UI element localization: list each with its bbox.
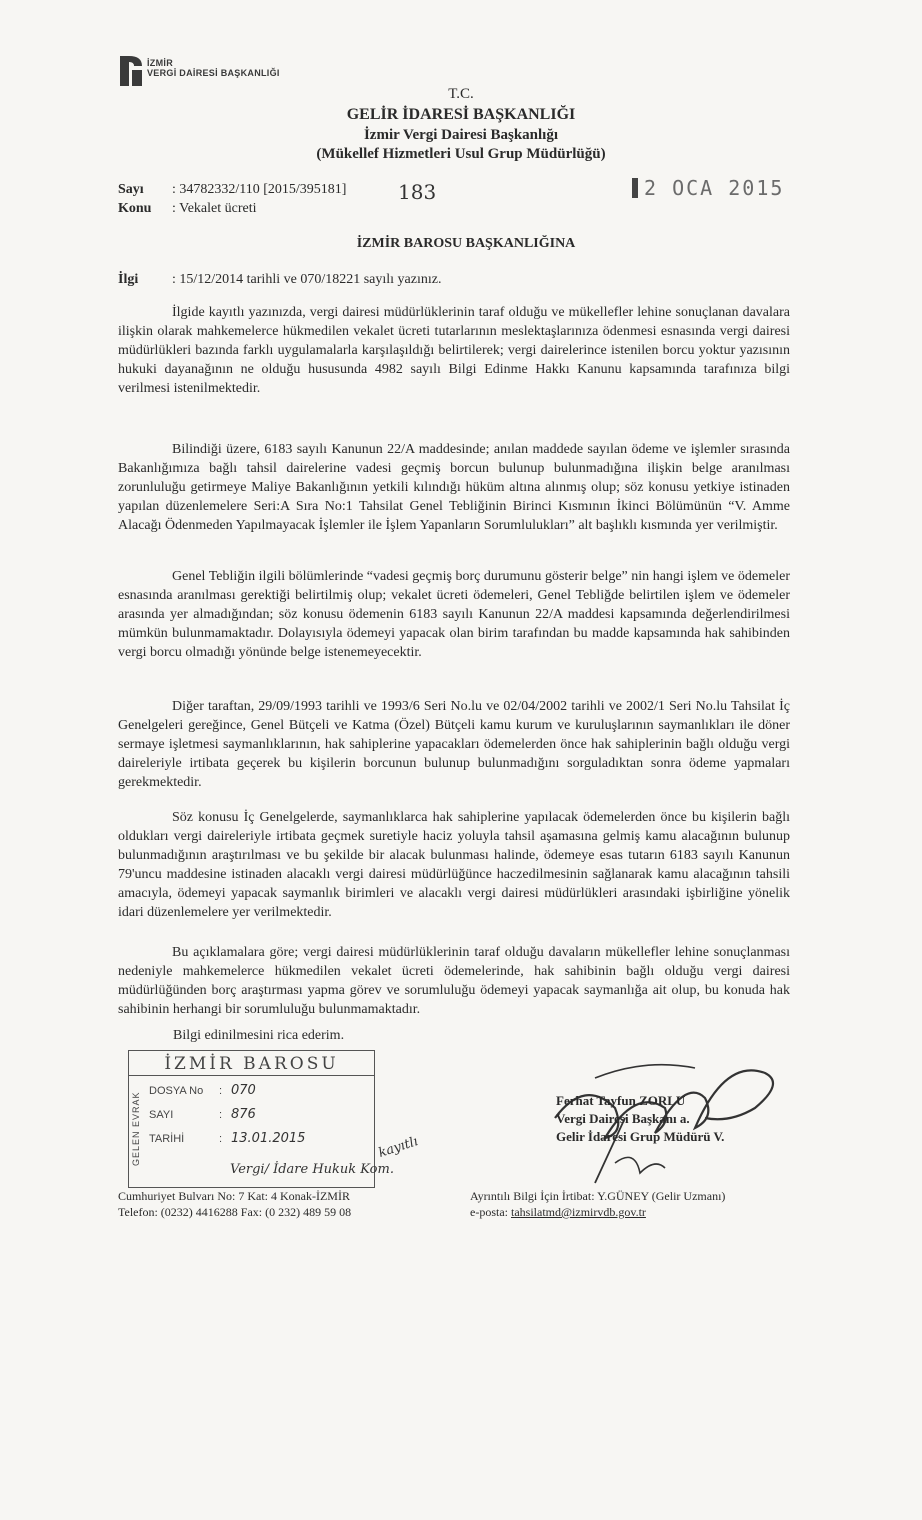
gib-logo-icon: [118, 52, 144, 90]
footer-contact-block: [470, 1188, 725, 1220]
registry-side-label: GELEN EVRAK: [131, 1091, 141, 1167]
dosya-label: DOSYA No: [149, 1085, 204, 1097]
header-unit: (Mükellef Hizmetleri Usul Grup Müdürlüğü): [316, 146, 606, 162]
paragraph-6: Bu açıklamalara göre; vergi dairesi müdürlüklerinin taraf olduğu davaların mükellefler lehine sonuçlanması nedeniyle mahkemelerce hükmedilen vekalet ücreti ödemelerinde, hak sahibinin bağlı olduğu vergi dairesi müdürlüğünden borç araştırması yapma görev ve sorumluluğu ödemeyi yapacak saymanlığa ait olup, bu konuda hak sahibinin herhangi bir sorumluluğu bulunmamaktadır.: [118, 945, 790, 1017]
tarih-value: 13.01.2015: [231, 1131, 306, 1146]
paragraph-2: Bilindiği üzere, 6183 sayılı Kanunun 22/A maddesinde; anılan maddede sayılan ödeme ve işlemler sırasında Bakanlığımıza bağlı tahsil dairelerine vadesi geçmiş borcun bulunup bulunmadığına ilişkin belge aranılması zorunluluğu getirmeye Maliye Bakanlığının yetkili kılındığı hüküm altına alınmış olup; söz konusu yetkiye istinaden yapılan düzenlemelere Seri:A Sıra No:1 Tahsilat Genel Tebliğinin Birinci Kısmının İkinci Bölümünün “V. Amme Alacağı Ödenmeden Yapılmayacak İşlemler ile İşlem Yapanların Sorumlulukları” alt başlıklı kısmında yer verilmiştir.: [118, 442, 790, 533]
paragraph-3: Genel Tebliğin ilgili bölümlerinde “vadesi geçmiş borç durumunu gösterir belge” nin hangi işlem ve ödemeler esnasında aranılması gerektiği belirtilmiş olup; vekalet ücreti ödemeleri, Genel Tebliğde belirtilen işlem ve ödemeler arasında yer almadığından; söz konusu ödemenin 6183 sayılı Kanunun 22/A maddesi kapsamında değerlendirilmesi mümkün bulunmamaktadır. Dolayısıyla ödemeyi yapacak olan birim tarafından bu madde kapsamında hak sahibinden vergi borcu olmadığı yönünde belge istenemeyecektir.: [118, 569, 790, 660]
header-tc: T.C.: [448, 86, 474, 102]
tarih-label: TARİHİ: [149, 1133, 185, 1145]
registry-sayi: SAYI : 876: [149, 1105, 369, 1125]
footer-address-block: [118, 1188, 351, 1220]
reg-sayi-label: SAYI: [149, 1109, 174, 1121]
registry-dosya: DOSYA No : 070: [149, 1081, 369, 1101]
footer-phone: Telefon: (0232) 4416288 Fax: (0 232) 489 59 08: [118, 1205, 352, 1219]
header-org: GELİR İDARESİ BAŞKANLIĞI: [346, 106, 576, 123]
email-label: e-posta:: [470, 1205, 511, 1219]
registry-hand-note: kayıtlı: [376, 1134, 420, 1161]
logo-line-1: İZMİR: [147, 58, 173, 68]
meta-sayi: [118, 182, 346, 198]
signer-name: Ferhat Tayfun ZORLU: [556, 1093, 686, 1108]
ilgi-value: : 15/12/2014 tarihli ve 070/18221 sayılı yazınız.: [172, 272, 442, 287]
registry-title: İZMİR BAROSU: [129, 1053, 374, 1076]
email-link[interactable]: tahsilatmd@izmirvdb.gov.tr: [511, 1205, 646, 1219]
logo-line-2: VERGİ DAİRESİ BAŞKANLIĞI: [147, 68, 280, 78]
reg-sayi-value: 876: [231, 1107, 256, 1122]
dosya-value: 070: [231, 1083, 256, 1098]
footer-address: Cumhuriyet Bulvarı No: 7 Kat: 4 Konak-İZMİR: [118, 1189, 350, 1203]
meta-ilgi: [118, 272, 441, 288]
paragraph-1: İlgide kayıtlı yazınızda, vergi dairesi müdürlüklerinin taraf olduğu ve mükellefler lehine sonuçlanan davalara ilişkin olarak mahkemelerce hükmedilen vekalet ücreti tutarlarının meslektaşlarınıza ödenmesi esnasında vergi dairesi müdürlükleri bazında farklı uygulamalarla karşılaşıldığı belirtilerek; vergi dairelerince istenilen borcu yoktur yazısının hukuki dayanağının ne olduğu hususunda 4982 sayılı Bilgi Edinme Hakkı Kanunu kapsamında tarafınıza bilgi verilmesi istenilmektedir.: [118, 305, 790, 396]
sayi-label: Sayı: [118, 182, 144, 197]
konu-label: Konu: [118, 201, 152, 216]
paragraph-5: Söz konusu İç Genelgelerde, saymanlıklarca hak sahiplerine yapılacak ödemelerden önce bu kişilerin bağlı oldukları vergi daireleriyle irtibata geçmek suretiyle haciz yoluyla tahsil aşamasına gelmiş kamu alacağının bulunup bulunmadığının araştırılması ve bu şekilde bir alacak bulunması halinde, ödemeye esas tutarın 6183 sayılı Kanunun 79'uncu maddesine istinaden alacaklı vergi dairesi müdürlüğünce haczedilmesinin sağlanarak kamu alacağının tahsili amacıyla, ödemeyi yapacak saymanlık birimleri ve alacaklı vergi dairesi müdürlükleri arasındaki işbirliğine yönelik idari düzenlemelere yer verilmektedir.: [118, 810, 790, 920]
signer-block: [556, 1092, 724, 1146]
paragraph-4: Diğer taraftan, 29/09/1993 tarihli ve 1993/6 Seri No.lu ve 02/04/2002 tarihli ve 2002/1 Seri No.lu Tahsilat İç Genelgeleri gereğince, Genel Bütçeli ve Katma (Özel) Bütçeli kamu kurum ve kuruluşlarının saymanlıkları ile döner sermaye işletmesi saymanlıklarının, hak sahiplerine yapacakları ödemelerden önce hak sahiplerinin bağlı olduğu vergi daireleriyle irtibata geçerek bu kişilerin borcunun bulunup bulunmadığını sorguladıktan sonra ödeme yapmaları gerekmektedir.: [118, 699, 790, 790]
institution-logo: [118, 52, 280, 90]
addressee: İZMİR BAROSU BAŞKANLIĞINA: [356, 236, 576, 251]
registry-tarih: TARİHİ : 13.01.2015: [149, 1129, 369, 1149]
signer-title-1: Vergi Dairesi Başkanı a.: [556, 1111, 690, 1126]
ilgi-label: İlgi: [118, 272, 139, 287]
date-stamp: 2 OCA 2015: [632, 176, 784, 200]
handwritten-number: 183: [398, 180, 437, 204]
closing-text: Bilgi edinilmesini rica ederim.: [173, 1028, 345, 1043]
meta-konu: [118, 201, 257, 217]
registry-hand-bottom: Vergi/ İdare Hukuk Kom.: [230, 1162, 394, 1177]
footer-email-line: [470, 1204, 725, 1220]
signer-title-2: Gelir İdaresi Grup Müdürü V.: [556, 1129, 725, 1144]
sayi-value: : 34782332/110 [2015/395181]: [172, 182, 347, 197]
konu-value: : Vekalet ücreti: [172, 201, 257, 216]
header-sub: İzmir Vergi Dairesi Başkanlığı: [363, 127, 559, 143]
footer-contact: Ayrıntılı Bilgi İçin İrtibat: Y.GÜNEY (Gelir Uzmanı): [470, 1189, 726, 1203]
